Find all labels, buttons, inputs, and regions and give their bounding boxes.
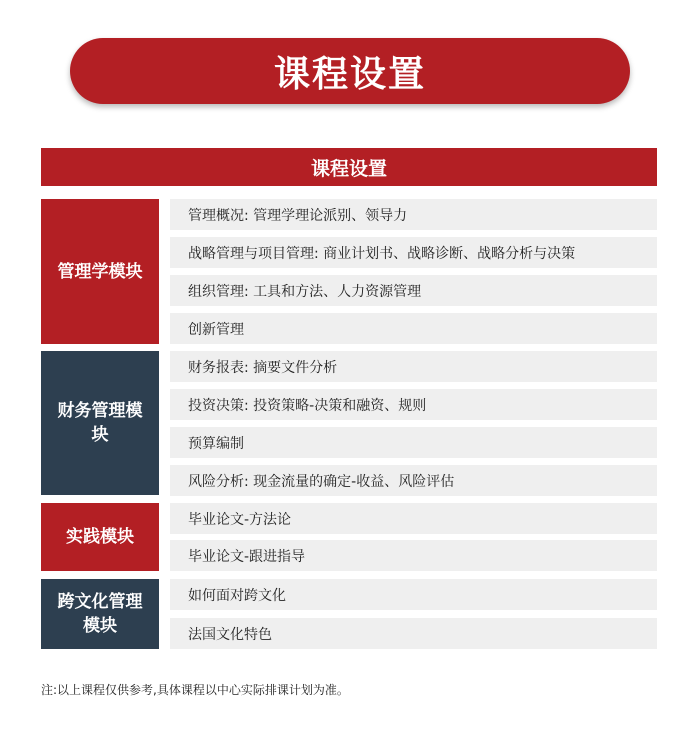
table-header-label: 课程设置	[310, 157, 387, 180]
course-row: 预算编制	[170, 427, 657, 458]
course-row: 财务报表: 摘要文件分析	[170, 351, 657, 382]
table-header	[41, 148, 657, 186]
module-cell-management	[41, 199, 159, 344]
module-label: 跨文化管理模块	[57, 592, 143, 636]
course-row: 法国文化特色	[170, 618, 657, 649]
module-label: 管理学模块	[57, 261, 143, 282]
course-row: 毕业论文-跟进指导	[170, 540, 657, 571]
course-row: 组织管理: 工具和方法、人力资源管理	[170, 275, 657, 306]
course-row: 如何面对跨文化	[170, 579, 657, 610]
module-cell-practice	[41, 503, 159, 571]
course-row: 管理概况: 管理学理论派别、领导力	[170, 199, 657, 230]
footnote: 注:以上课程仅供参考,具体课程以中心实际排课计划为准。	[41, 683, 349, 697]
course-row: 战略管理与项目管理: 商业计划书、战略诊断、战略分析与决策	[170, 237, 657, 268]
course-row: 风险分析: 现金流量的确定-收益、风险评估	[170, 465, 657, 496]
module-label: 实践模块	[66, 527, 134, 547]
module-cell-finance	[41, 351, 159, 495]
module-label: 财务管理模块	[57, 401, 143, 445]
course-row: 投资决策: 投资策略-决策和融资、规则	[170, 389, 657, 420]
course-row: 毕业论文-方法论	[170, 503, 657, 534]
module-cell-cross-culture	[41, 579, 159, 649]
course-row: 创新管理	[170, 313, 657, 344]
page-title: 课程设置	[273, 53, 426, 95]
title-banner	[70, 38, 630, 104]
